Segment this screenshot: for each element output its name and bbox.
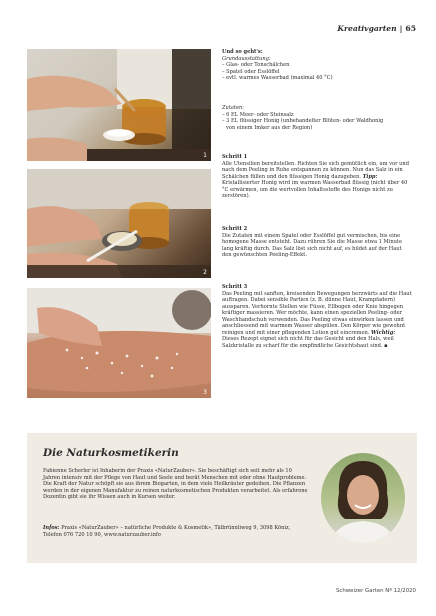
tool-item: – Glas- oder Tonschälchen bbox=[222, 62, 290, 69]
step-2 bbox=[222, 226, 412, 259]
section-title: Kreativgarten bbox=[337, 24, 397, 33]
photo-step-2 bbox=[27, 169, 211, 278]
portrait-illustration bbox=[321, 453, 405, 543]
bio-info bbox=[43, 525, 309, 538]
ingredients-label: Zutaten: bbox=[222, 105, 244, 111]
step-3-tip-label: Wichtig: bbox=[371, 329, 396, 336]
photo-3-illustration bbox=[27, 288, 211, 398]
ingredient-item: von einem Imker aus der Region) bbox=[226, 124, 313, 131]
instructions-heading: Und so geht's: bbox=[222, 49, 263, 55]
step-title: Schritt 3 bbox=[222, 284, 248, 290]
step-2-text: Die Zutaten mit einem Spatel oder Esslöffel gut vermischen, bis eine homogene Masse entsteht. Dazu rühren Sie die Masse etwa 1 Minute lang kräftig durch. Das Salz löst sich nicht auf, es bildet auf der Haut den gewünschten Peeling-Effekt. bbox=[222, 232, 402, 259]
step-1 bbox=[222, 154, 412, 200]
step-3-text: Das Peeling mit sanften, kreisenden Bewegungen herzwärts auf die Haut auftragen. Dabei sensible Partien (z. B. dünne Haut, Krampfadern) aussparen. Verhornte Stellen wie Füsse, Ellbogen oder Knie hingegen kräftiger massieren. Wer möchte, kann einen speziellen Peeling- oder Waschhandschuh verwenden. Das Peeling etwas einwirken lassen und anschliessend mit warmem Wasser abspülen. Den Körper wie gewohnt reinigen und mit einer pflegenden Lotion gut eincremen. bbox=[222, 290, 412, 336]
bio-box bbox=[27, 433, 417, 563]
step-3-tip: Dieses Rezept eignet sich nicht für das Gesicht und den Hals, weil Salzkristalle zu scharf für die empfindliche Gesichtshaut sind. ▪ bbox=[222, 336, 394, 349]
photo-number-3: 3 bbox=[203, 389, 207, 396]
page-footer: Schweizer Garten Nº 12/2020 bbox=[335, 588, 416, 594]
info-label: Infos: bbox=[43, 525, 60, 531]
ingredients-section bbox=[222, 105, 412, 131]
info-text: Praxis «NaturZauber» – natürliche Produkte & Kosmetik», Tälbrünnliweg 9, 3098 Köniz, Telefon 076 720 10 90, www.naturzauber.info bbox=[43, 525, 291, 538]
tools-label: Grundausstattung: bbox=[222, 55, 271, 62]
bio-paragraph: Fabienne Scherler ist Inhaberin der Praxis «NaturZauber». Sie beschäftigt sich seit mehr als 10 Jahren intensiv mit der Pflege von Haut und Seele und berät Menschen mit oder ohne Hautprobleme. Die Kraft der Natur schöpft sie aus ihrem Biogarten, in dem viele Heilkräuter gedeihen. Die Pflanzen werden in der eigenen Manufaktur zu reinen naturkosmetischen Produkten verarbeitet. Als erfahrene Dozentin gibt sie ihr Wissen auch in Kursen weiter. bbox=[43, 468, 308, 501]
step-text bbox=[222, 161, 412, 200]
page-number: 65 bbox=[405, 24, 416, 33]
step-3 bbox=[222, 284, 412, 349]
photo-number-2: 2 bbox=[203, 269, 207, 276]
photo-1-illustration bbox=[27, 49, 211, 161]
ingredient-item: – 3 EL flüssiger Honig (unbehandelter Blüten- oder Waldhonig bbox=[222, 118, 384, 125]
tool-item: – Spatel oder Esslöffel bbox=[222, 68, 280, 75]
photo-step-3 bbox=[27, 288, 211, 398]
portrait-photo bbox=[321, 453, 405, 543]
step-1-text: Alle Utensilien bereitstellen. Richten Sie sich gemütlich ein, um vor und nach dem Peeling in Ruhe entspannen zu können. Nun das Salz in ein Schälchen füllen und den flüssigen Honig dazugeben. bbox=[222, 160, 409, 180]
bio-title: Die Naturkosmetikerin bbox=[43, 447, 179, 459]
header-separator: | bbox=[399, 24, 403, 33]
tools-section bbox=[222, 49, 412, 82]
photo-step-1 bbox=[27, 49, 211, 161]
step-title: Schritt 1 bbox=[222, 154, 248, 160]
step-1-tip-label: Tipp: bbox=[362, 173, 378, 180]
page-header bbox=[337, 24, 416, 33]
step-1-tip: Kristallisierter Honig wird im warmen Wasserbad flüssig (nicht über 40 °C erwärmen, um die wertvollen Inhaltsstoffe des Honigs nicht zu zerstören). bbox=[222, 180, 408, 200]
tool-item: – evtl. warmes Wasserbad (maximal 40 °C) bbox=[222, 75, 333, 82]
bio-text bbox=[43, 468, 309, 501]
photo-2-illustration bbox=[27, 169, 211, 278]
photo-number-1: 1 bbox=[203, 152, 207, 159]
ingredient-item: – 6 EL Meer- oder Steinsalz bbox=[222, 111, 294, 118]
step-text bbox=[222, 291, 412, 350]
step-title: Schritt 2 bbox=[222, 226, 248, 232]
